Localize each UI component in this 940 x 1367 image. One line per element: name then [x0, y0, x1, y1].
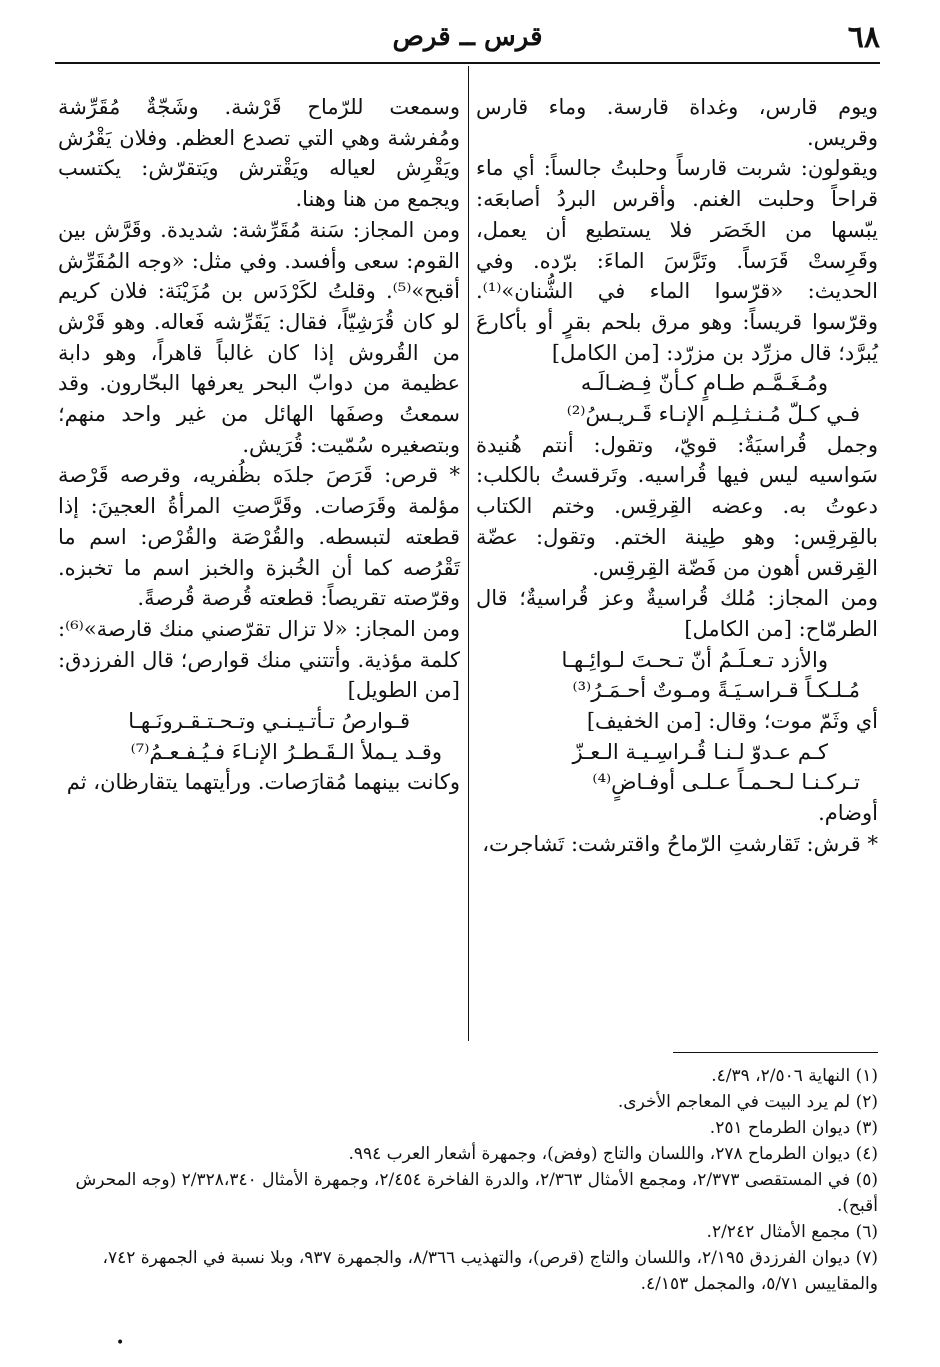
paragraph: ويوم قارس، وغداة قارسة. وماء قارس وقريس. [476, 95, 878, 150]
page-number: ٦٨ [847, 20, 880, 55]
paragraph: ويقولون: شربت قارساً وحلبتُ جالساً: أي ماء قراحاً وحلبت الغنم. وأقرس البردُ أصابعَه: يبّسها من الخَصَر فلا يستطيع أن يعمل، وقَرِستْ قَرَساً. وتَرَّسَ الماءَ: برّده. وفي الحديث: «قرّسوا الماء في الشُّنان»⁽¹⁾. وقرّسوا قريساً: وهو مرق بلحم بقرٍ أو بأكارعَ يُبرَّد؛ قال مزرِّد بن مزرّد: [من الكامل] [476, 156, 878, 365]
paragraph: ومن المجاز: سَنة مُقَرِّشة: شديدة. وقَرَّش بين القوم: سعى وأفسد. وفي مثل: «وجه المُقَرِّش أقبح»⁽⁵⁾. وقلتُ لكَرْدَس بن مُزَيْنَة: فلان كريم لو كان قُرَشِيّاً، فقال: يَقَرِّشه فَعاله. وهو قَرْش من القُروش إذا كان غالباً قاهراً، وهو دابة عظيمة من دوابّ البحر يعرفها البحّارون. وقد سمعتُ وصفَها الهائل من غير واحد منهم؛ وبتصغيره سُمّيت: قُرَيش. [58, 217, 460, 457]
verse-line: فـي كـلّ مُـنـثـلِـم الإنـاء قَـريـسُ⁽²⁾ [566, 402, 860, 427]
verse-line: والأزد تـعـلَـمُ أنّ تـحـتَ لـوائِـهـا [561, 647, 828, 672]
footnote: (٤) ديوان الطرماح ٢٧٨، واللسان والتاج (وفض)، وجمهرة أشعار العرب ٩٩٤. [348, 1144, 878, 1164]
verse-line: كـم عـدوّ لـنـا قُـراسِـيـة الـعـزّ [572, 739, 828, 764]
stray-mark: • [116, 1335, 125, 1351]
paragraph: وجمل قُراسيَةٌ: قويّ، وتقول: أنتم هُنيدة سَواسيه ليس فيها قُراسيه. وتَرقستُ بالكلب: دعوتُ به. وعضه القِرقِس. وختم الكتاب بالقِرقِس: وهو طِينة الختم. وتقول: عضّة القِرقس أهون من فَضّة القِرقِس. [476, 432, 878, 580]
verse [476, 368, 878, 429]
paragraph: وكانت بينهما مُقارَصات. ورأيتهما يتقارظان، ثم [66, 770, 460, 795]
running-title: قرس ــ قرص [392, 22, 543, 52]
footnote: (٢) لم يرد البيت في المعاجم الأخرى. [617, 1092, 878, 1112]
paragraph: ومن المجاز: مُلك قُراسيةٌ وعز قُراسيةٌ؛ قال الطرمّاح: [من الكامل] [476, 586, 878, 641]
right-column [476, 92, 878, 860]
entry-heading-paragraph: * قرش: تَقارشتِ الرّماحُ واقترشت: تَشاجرت، [482, 831, 878, 856]
paragraph: أي وثَمّ موت؛ وقال: [من الخفيف] [586, 709, 878, 734]
paragraph: وسمعت للرّماح قَرْشة. وشَجّةٌ مُقَرِّشة ومُفرشة وهي التي تصدع العظم. وفلان يَقْرُش ويَقْرِش لعياله ويَقْترش ويَتقرّش: يكتسب ويجمع من هنا وهنا. [58, 95, 460, 212]
footnote: (١) النهاية ٢/٥٠٦، ٤/٣٩. [711, 1066, 878, 1086]
page-header [55, 16, 880, 64]
paragraph: أوضام. [818, 801, 878, 826]
column-divider [468, 66, 469, 1041]
footnote: (٥) في المستقصى ٢/٣٧٣، ومجمع الأمثال ٢/٣٦٣، والدرة الفاخرة ٢/٤٥٤، وجمهرة الأمثال ٢/٣٢٨،٣٤٠ (وجه المحرش أقبح). [75, 1170, 878, 1216]
paragraph: ومن المجاز: «لا تزال تقرّصني منك قارصة»⁽⁶⁾: كلمة مؤذية. وأتتني منك قوارص؛ قال الفرزدق: [من الطويل] [58, 616, 460, 703]
entry-heading-paragraph: * قرص: قَرَصَ جلدَه بظُفريه، وقرصه قَرْصة مؤلمة وقَرَصات. وقَرَّصتِ المرأةُ العجينَ: إذا قطعته لتبسطه. والقُرْصَة والقُرْص: اسم ما تَقْرُصه كما أن الخُبزة والخبز اسم ما تخبزه. وقرّصته تقريصاً: قطعته قُرصة قُرصةً. [58, 463, 460, 611]
footnotes [58, 1063, 878, 1297]
verse-line: مُـلـكـاً قـراسـيَـةً ومـوتٌ أحـمَـرُ⁽³⁾ [572, 678, 860, 703]
verse [476, 737, 878, 798]
verse-line: تـركـنـا لـحـمـاً عـلـى أوفـاضٍ⁽⁴⁾ [592, 770, 860, 795]
footnote-rule [673, 1052, 878, 1053]
verse [58, 706, 460, 767]
verse-line: قـوارصُ تـأتـيـنـي وتـحـتـقـرونَـهـا [128, 709, 410, 734]
footnote: (٧) ديوان الفرزدق ٢/١٩٥، واللسان والتاج (قرص)، والتهذيب ٨/٣٦٦، والجمهرة ٩٣٧، وبلا نسبة في الجمهرة ٧٤٢، والمقاييس ٥/٧١، والمجمل ٤/١٥٣. [102, 1248, 878, 1294]
verse-line: وقـد يـملأ الـقَـطـرُ الإنـاءَ فـيُـفـعـمُ⁽⁷⁾ [130, 739, 442, 764]
left-column [58, 92, 460, 798]
verse-line: ومُـغَـمَّـم طـامٍ كـأنّ فِـضـالَـه [580, 371, 828, 396]
verse [476, 645, 878, 706]
footnote: (٦) مجمع الأمثال ٢/٢٤٢. [706, 1222, 878, 1242]
footnote: (٣) ديوان الطرماح ٢٥١. [709, 1118, 878, 1138]
